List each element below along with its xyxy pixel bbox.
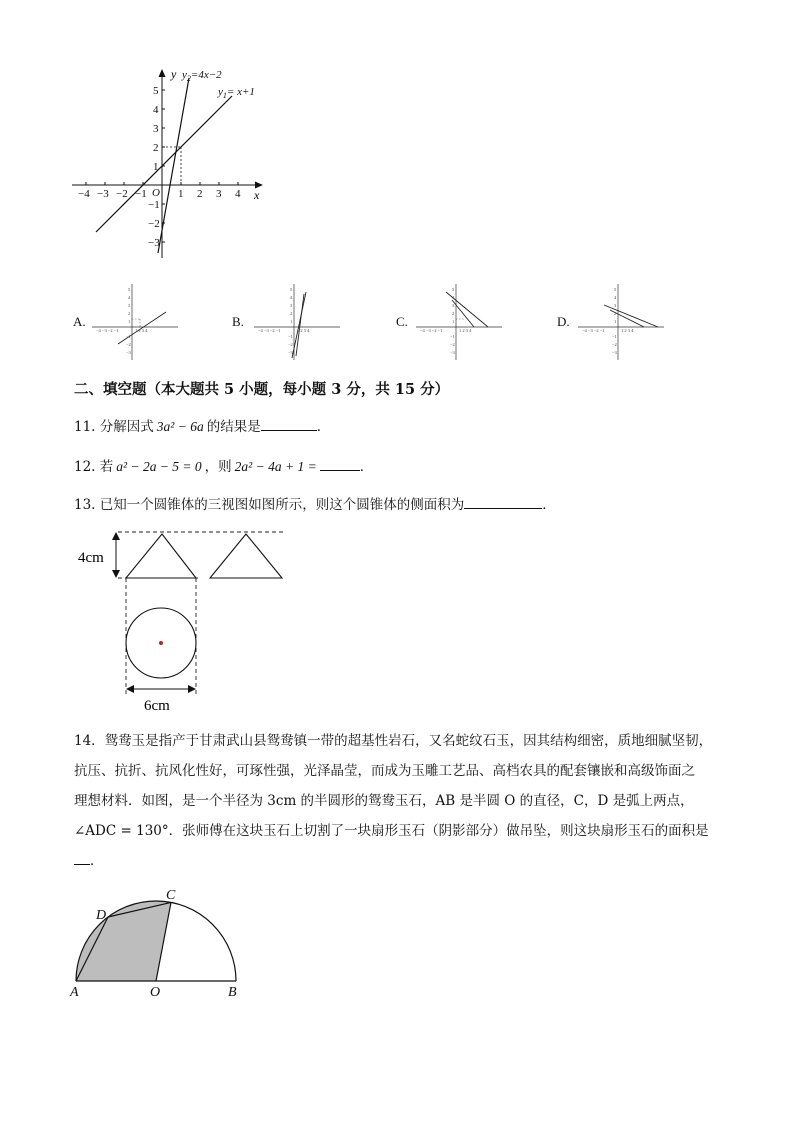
x-tick-label: 4 bbox=[235, 188, 241, 200]
svg-text:1 2 3 4: 1 2 3 4 bbox=[621, 328, 634, 333]
height-label: 4cm bbox=[78, 550, 104, 566]
option-d-graph bbox=[574, 280, 666, 362]
cone-three-view-figure bbox=[74, 526, 294, 716]
svg-text:2: 2 bbox=[290, 311, 293, 316]
math-expression: 3a² − 6a bbox=[156, 419, 204, 434]
semicircle-jade-figure bbox=[68, 886, 248, 998]
y-tick-label: 3 bbox=[153, 123, 159, 135]
svg-text:5: 5 bbox=[614, 287, 617, 292]
question-number: 12. bbox=[74, 459, 96, 475]
svg-text:3: 3 bbox=[614, 303, 617, 308]
x-tick-label: 1 bbox=[178, 188, 184, 200]
svg-text:−1: −1 bbox=[126, 334, 131, 339]
svg-text:−2: −2 bbox=[450, 342, 455, 347]
svg-text:5: 5 bbox=[128, 287, 131, 292]
question-12 bbox=[74, 456, 373, 477]
question-end: ． bbox=[542, 497, 556, 513]
point-a-label: A bbox=[70, 985, 79, 998]
question-text: 已知一个圆锥体的三视图如图所示，则这个圆锥体的侧面积为 bbox=[99, 497, 465, 513]
front-view-triangle bbox=[126, 534, 196, 578]
svg-text:1: 1 bbox=[290, 319, 293, 324]
point-c-label: C bbox=[166, 888, 176, 903]
y-tick-label: 4 bbox=[153, 104, 159, 116]
question-end: ． bbox=[316, 419, 331, 435]
line2-label: $y_2=4x-2$ bbox=[182, 69, 222, 83]
option-a-graph bbox=[88, 280, 180, 362]
svg-text:2: 2 bbox=[452, 311, 455, 316]
question-text: 的结果是 bbox=[206, 419, 261, 435]
x-tick-label: −3 bbox=[97, 188, 109, 200]
svg-text:−3: −3 bbox=[288, 350, 293, 355]
option-d-label: D. bbox=[557, 314, 570, 329]
answer-blank[interactable] bbox=[74, 850, 90, 865]
question-line: 理想材料．如图，是一个半径为 3cm 的半圆形的鸳鸯玉石，AB 是半圆 O 的直径，C，D 是弧上两点， bbox=[74, 793, 694, 809]
point-o-label: O bbox=[150, 985, 161, 998]
svg-text:2: 2 bbox=[128, 311, 131, 316]
svg-text:−2: −2 bbox=[612, 342, 617, 347]
svg-text:1: 1 bbox=[614, 319, 617, 324]
y-tick-label: 2 bbox=[153, 142, 159, 154]
option-a-label: A. bbox=[73, 314, 86, 329]
question-14 bbox=[74, 726, 734, 876]
svg-text:4: 4 bbox=[452, 295, 455, 300]
answer-blank[interactable] bbox=[261, 416, 317, 431]
y-axis-label: y bbox=[171, 67, 177, 81]
question-number: 11. bbox=[74, 419, 96, 435]
line1-label: $y_1= x+1$ bbox=[218, 86, 255, 100]
question-11 bbox=[74, 416, 330, 437]
svg-text:3: 3 bbox=[452, 303, 455, 308]
y-tick-label: 1 bbox=[153, 161, 159, 173]
option-c-graph bbox=[412, 280, 504, 362]
svg-text:1: 1 bbox=[452, 319, 455, 324]
math-expression: a² − 2a − 5 = 0 bbox=[116, 459, 202, 474]
svg-text:1 2 3 4: 1 2 3 4 bbox=[297, 328, 310, 333]
svg-text:−4 −3 −2 −1: −4 −3 −2 −1 bbox=[96, 328, 119, 333]
diameter-label: 6cm bbox=[144, 698, 170, 714]
answer-blank[interactable] bbox=[464, 494, 542, 509]
y-tick-label: 5 bbox=[153, 85, 159, 97]
svg-text:4: 4 bbox=[290, 295, 293, 300]
question-text: 分解因式 bbox=[99, 419, 154, 435]
svg-text:1: 1 bbox=[128, 319, 131, 324]
x-tick-label: −4 bbox=[78, 188, 90, 200]
point-b-label: B bbox=[228, 985, 237, 998]
svg-text:−3: −3 bbox=[126, 350, 131, 355]
svg-text:−3: −3 bbox=[612, 350, 617, 355]
svg-text:−1: −1 bbox=[450, 334, 455, 339]
x-tick-label: −2 bbox=[116, 188, 128, 200]
svg-text:2: 2 bbox=[614, 311, 617, 316]
y-tick-label: −3 bbox=[148, 237, 160, 249]
svg-text:5: 5 bbox=[452, 287, 455, 292]
svg-text:4: 4 bbox=[614, 295, 617, 300]
x-tick-label: 3 bbox=[216, 188, 222, 200]
svg-text:−3: −3 bbox=[450, 350, 455, 355]
svg-text:4: 4 bbox=[128, 295, 131, 300]
circle-center-dot bbox=[159, 641, 163, 645]
y-axis-arrow bbox=[159, 69, 166, 77]
svg-text:3: 3 bbox=[128, 303, 131, 308]
svg-text:−1: −1 bbox=[288, 334, 293, 339]
answer-blank[interactable] bbox=[320, 456, 360, 471]
svg-text:−4 −3 −2 −1: −4 −3 −2 −1 bbox=[258, 328, 281, 333]
option-b-graph bbox=[250, 280, 342, 362]
option-b-label: B. bbox=[232, 314, 244, 329]
svg-text:1 2 3 4: 1 2 3 4 bbox=[459, 328, 472, 333]
question-line: ． bbox=[74, 846, 734, 876]
main-function-graph bbox=[60, 60, 280, 265]
svg-text:−4 −3 −2 −1: −4 −3 −2 −1 bbox=[582, 328, 605, 333]
svg-text:−4 −3 −2 −1: −4 −3 −2 −1 bbox=[420, 328, 443, 333]
origin-label: O bbox=[152, 187, 160, 199]
y-tick-label: −2 bbox=[148, 218, 160, 230]
svg-text:3: 3 bbox=[290, 303, 293, 308]
math-expression: 2a² − 4a + 1 = bbox=[234, 459, 317, 474]
side-view-triangle bbox=[210, 534, 282, 578]
point-d-label: D bbox=[96, 908, 107, 923]
question-line: 14．鸳鸯玉是指产于甘肃武山县鸳鸯镇一带的超基性岩石，又名蛇纹石玉，因其结构细密，质地细腻坚韧， bbox=[74, 733, 713, 749]
question-text: ，则 bbox=[204, 459, 232, 475]
line-y1 bbox=[96, 96, 232, 232]
svg-text:−1: −1 bbox=[612, 334, 617, 339]
svg-text:1 2 3 4: 1 2 3 4 bbox=[135, 328, 148, 333]
question-text: 若 bbox=[99, 459, 114, 475]
question-13 bbox=[74, 494, 556, 515]
y-tick-label: −1 bbox=[148, 199, 160, 211]
svg-text:5: 5 bbox=[290, 287, 293, 292]
question-number: 13. bbox=[74, 497, 96, 513]
svg-text:−2: −2 bbox=[288, 342, 293, 347]
question-end: ． bbox=[359, 459, 374, 475]
question-line: ∠ADC = 130°．张师傅在这块玉石上切割了一块扇形玉石（阴影部分）做吊坠，则这块扇形玉石的面积是 bbox=[74, 823, 709, 839]
x-axis-label: x bbox=[254, 188, 260, 202]
x-tick-label: −1 bbox=[135, 188, 147, 200]
option-c-label: C. bbox=[396, 314, 408, 329]
question-line: 抗压、抗折、抗风化性好，可琢性强，光泽晶莹，而成为玉雕工艺品、高档农具的配套镶嵌和高级饰面之 bbox=[74, 763, 695, 779]
section-heading: 二、填空题（本大题共 5 小题，每小题 3 分，共 15 分） bbox=[74, 381, 450, 398]
svg-text:−2: −2 bbox=[126, 342, 131, 347]
x-tick-label: 2 bbox=[197, 188, 203, 200]
